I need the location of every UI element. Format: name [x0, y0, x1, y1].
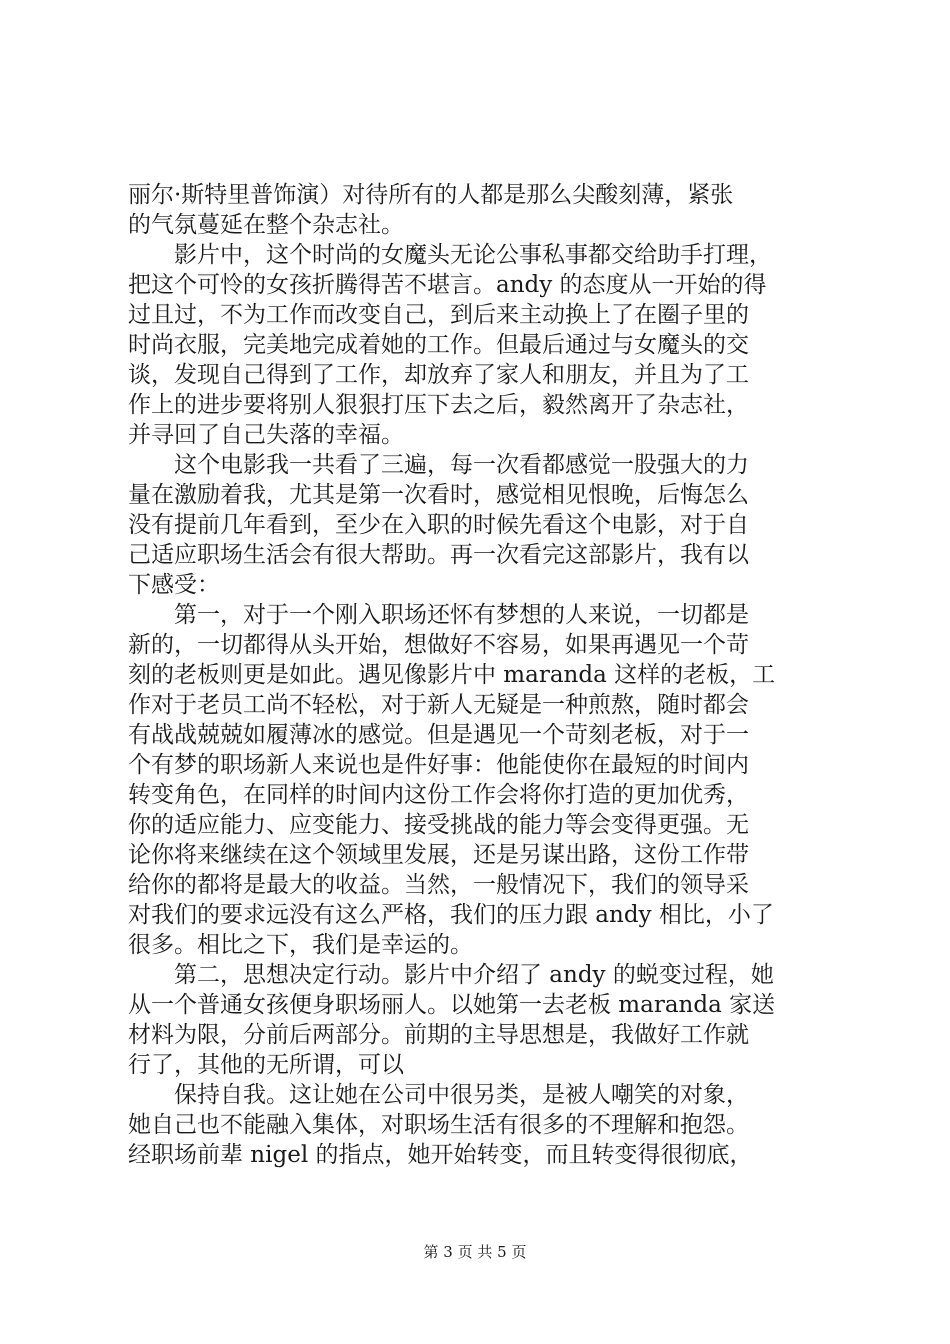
- text-line: 谈，发现自己得到了工作，却放弃了家人和朋友，并且为了工: [128, 362, 749, 388]
- text-line: 材料为限，分前后两部分。前期的主导思想是，我做好工作就: [128, 1022, 749, 1048]
- text-line: 转变角色，在同样的时间内这份工作会将你打造的更加优秀，: [128, 782, 749, 808]
- text-line: 对我们的要求远没有这么严格，我们的压力跟 andy 相比，小了: [128, 902, 774, 928]
- text-line: 把这个可怜的女孩折腾得苦不堪言。andy 的态度从一开始的得: [128, 272, 767, 298]
- text-line: 很多。相比之下，我们是幸运的。: [128, 932, 473, 958]
- text-line: 从一个普通女孩便身职场丽人。以她第一去老板 maranda 家送: [128, 992, 776, 1018]
- body-text: [128, 180, 848, 1170]
- text-line: 时尚衣服，完美地完成着她的工作。但最后通过与女魔头的交: [128, 332, 749, 358]
- text-line: 刻的老板则更是如此。遇见像影片中 maranda 这样的老板，工: [128, 662, 776, 688]
- text-line: 己适应职场生活会有很大帮助。再一次看完这部影片，我有以: [128, 542, 749, 568]
- text-line: 有战战兢兢如履薄冰的感觉。但是遇见一个苛刻老板，对于一: [128, 722, 749, 748]
- text-line: 你的适应能力、应变能力、接受挑战的能力等会变得更强。无: [128, 812, 749, 838]
- text-line: 个有梦的职场新人来说也是件好事：他能使你在最短的时间内: [128, 752, 749, 778]
- text-line: 给你的都将是最大的收益。当然，一般情况下，我们的领导采: [128, 872, 749, 898]
- text-line: 论你将来继续在这个领域里发展，还是另谋出路，这份工作带: [128, 842, 749, 868]
- text-line: 作对于老员工尚不轻松，对于新人无疑是一种煎熬，随时都会: [128, 692, 749, 718]
- text-line: 保持自我。这让她在公司中很另类，是被人嘲笑的对象，: [128, 1082, 749, 1108]
- text-line: 新的，一切都得从头开始，想做好不容易，如果再遇见一个苛: [128, 632, 749, 658]
- text-line: 下感受：: [128, 572, 220, 598]
- text-line: 的气氛蔓延在整个杂志社。: [128, 212, 404, 238]
- text-line: 作上的进步要将别人狠狠打压下去之后，毅然离开了杂志社，: [128, 392, 749, 418]
- text-line: 第二，思想决定行动。影片中介绍了 andy 的蜕变过程，她: [128, 962, 774, 988]
- text-line: 这个电影我一共看了三遍，每一次看都感觉一股强大的力: [128, 452, 749, 478]
- text-line: 第一，对于一个刚入职场还怀有梦想的人来说，一切都是: [128, 602, 749, 628]
- text-line: 影片中，这个时尚的女魔头无论公事私事都交给助手打理，: [128, 242, 772, 268]
- text-line: 过且过，不为工作而改变自己，到后来主动换上了在圈子里的: [128, 302, 749, 328]
- text-line: 她自己也不能融入集体，对职场生活有很多的不理解和抱怨。: [128, 1112, 749, 1138]
- text-line: 行了，其他的无所谓，可以: [128, 1052, 404, 1078]
- text-line: 丽尔·斯特里普饰演）对待所有的人都是那么尖酸刻薄，紧张: [128, 182, 734, 208]
- text-line: 并寻回了自己失落的幸福。: [128, 422, 404, 448]
- text-line: 没有提前几年看到，至少在入职的时候先看这个电影，对于自: [128, 512, 749, 538]
- text-line: 经职场前辈 nigel 的指点，她开始转变，而且转变得很彻底，: [128, 1142, 753, 1168]
- page-footer: 第 3 页 共 5 页: [423, 1243, 527, 1261]
- text-line: 量在激励着我，尤其是第一次看时，感觉相见恨晚，后悔怎么: [128, 482, 749, 508]
